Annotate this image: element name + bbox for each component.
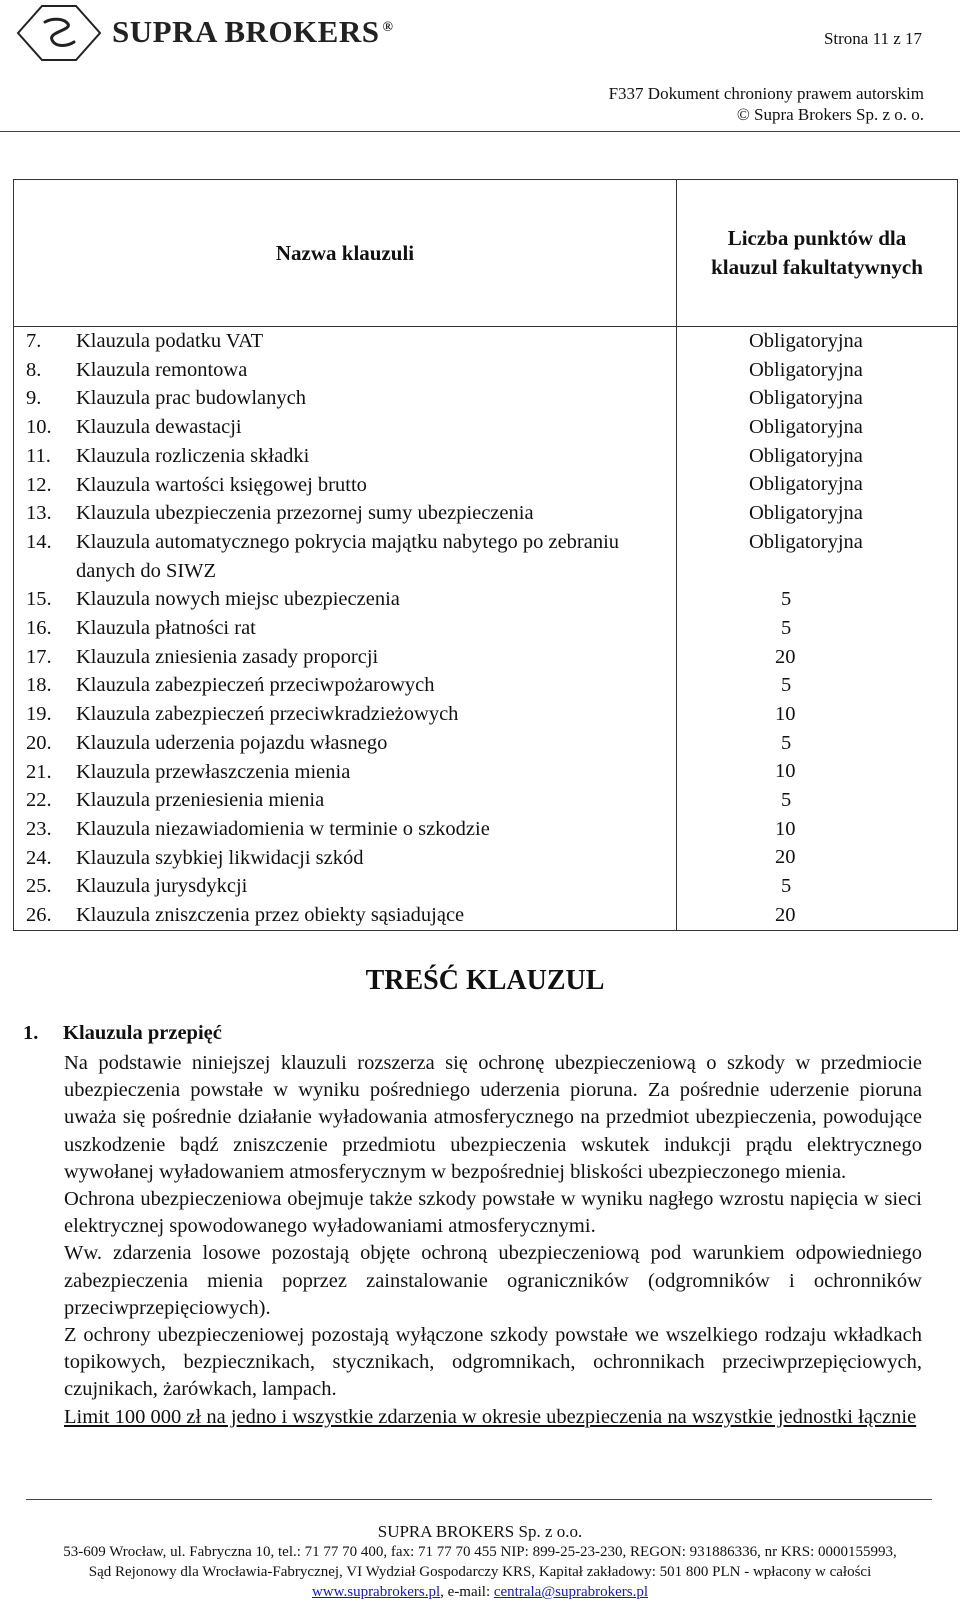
clause-names-cell — [14, 327, 677, 931]
clause-row-name: Klauzula zabezpieczeń przeciwkradzieżowych — [76, 703, 459, 726]
clause-row — [26, 729, 676, 758]
clause-row-number: 16. — [26, 617, 52, 640]
clause-row-number: 22. — [26, 789, 52, 812]
clause-body — [64, 1050, 922, 1431]
clause-row-points: Obligatoryjna — [749, 530, 863, 553]
clause-row-points: 20 — [775, 903, 796, 926]
clause-row-name: Klauzula remontowa — [76, 358, 248, 381]
clause-row-name: Klauzula podatku VAT — [76, 330, 264, 352]
column-header-points-line-2: klauzul fakultatywnych — [711, 255, 923, 279]
footer-registry: Sąd Rejonowy dla Wrocławia-Fabrycznej, VI Wydział Gospodarczy KRS, Kapitał zakładowy: 501 800 PLN - wpłacony w całości — [88, 1564, 872, 1580]
clause-row-points: 5 — [781, 789, 792, 811]
clause-row-name: Klauzula nowych miejsc ubezpieczenia — [76, 588, 400, 611]
logo-text — [112, 14, 393, 50]
clause-row-number: 18. — [26, 674, 52, 697]
limit-text: Limit 100 000 zł na jedno i wszystkie zdarzenia w okresie ubezpieczenia na wszystkie jednostki łącznie — [64, 1405, 917, 1428]
clause-row-points: Obligatoryjna — [749, 502, 863, 525]
clause-row-number: 19. — [26, 703, 52, 726]
clause-row-points: 10 — [775, 760, 796, 783]
footer-firm: SUPRA BROKERS Sp. z o.o. — [377, 1522, 583, 1541]
column-header-points-line-1: Liczba punktów dla — [727, 226, 907, 250]
clause-row-number: 17. — [26, 645, 52, 668]
clause-row-points: 5 — [781, 731, 792, 754]
clause-row-points: 10 — [775, 817, 796, 840]
section-title: TREŚĆ KLAUZUL — [365, 965, 605, 996]
clause-row-number: 24. — [26, 846, 52, 869]
clause-row — [26, 671, 676, 700]
clause-row — [26, 356, 676, 385]
table-body-row — [14, 327, 958, 931]
page-footer — [0, 1522, 960, 1602]
clause-row-points: 5 — [781, 674, 792, 697]
clause-row-name: Klauzula wartości księgowej brutto — [76, 473, 367, 496]
clause-row-name: Klauzula niezawiadomienia w terminie o szkodzie — [76, 817, 490, 840]
footer-address: 53-609 Wrocław, ul. Fabryczna 10, tel.: 71 77 70 400, fax: 71 77 70 455 NIP: 899-25-23-230, REGON: 931886336, nr KRS: 0000155993, — [63, 1544, 897, 1560]
clause-row-number: 8. — [26, 358, 42, 381]
clause-row-number: 15. — [26, 588, 52, 611]
clause-row-name: Klauzula zniesienia zasady proporcji — [76, 645, 379, 668]
row-spacer — [677, 557, 957, 586]
clause-row-number: 20. — [26, 731, 52, 754]
paragraph: Ww. zdarzenia losowe pozostają objęte ochroną ubezpieczeniową pod warunkiem odpowiedniego zabezpieczenia mienia poprzez zainstalowanie ograniczników (odgromników i ochronników przeciwprzepięciowych). — [64, 1242, 922, 1319]
clause-heading — [23, 1022, 222, 1045]
clause-row-number: 25. — [26, 875, 52, 898]
clause-row-number: 9. — [26, 387, 42, 410]
page-header — [0, 0, 960, 134]
clause-row-number: 14. — [26, 530, 52, 553]
clauses-table — [13, 179, 958, 931]
column-header-name: Nazwa klauzuli — [14, 180, 677, 327]
clause-row — [26, 786, 676, 815]
clause-row-number: 7. — [26, 330, 42, 352]
clause-row-points: 5 — [781, 875, 792, 898]
clause-row — [26, 528, 676, 585]
page-number: Strona 11 z 17 — [823, 29, 922, 48]
clause-row-points: 20 — [775, 846, 796, 869]
clause-row — [26, 614, 676, 643]
clause-row — [26, 844, 676, 873]
clause-row-number: 12. — [26, 473, 52, 496]
paragraph: Z ochrony ubezpieczeniowej pozostają wyłączone szkody powstałe we wszelkiego rodzaju wkładkach topikowych, bezpiecznikach, stycznikach, odgromnikach, ochronnikach przeciwprzepięciowych, czujnikach, żarówkach, lampach. — [64, 1324, 922, 1401]
clause-row-name: Klauzula szybkiej likwidacji szkód — [76, 846, 364, 869]
clause-row-name: Klauzula prac budowlanych — [76, 387, 306, 410]
clause-row-points: Obligatoryjna — [749, 473, 863, 496]
clause-row-number: 13. — [26, 502, 52, 525]
clause-row-name: Klauzula jurysdykcji — [76, 875, 248, 898]
clause-row-number: 23. — [26, 817, 52, 840]
clause-row-number: 26. — [26, 904, 52, 927]
clause-row — [26, 700, 676, 729]
clause-row-points: 10 — [775, 702, 796, 725]
clause-row-number: 21. — [26, 760, 52, 783]
clause-number: 1. — [23, 1022, 39, 1044]
header-divider — [0, 131, 960, 132]
footer-divider — [26, 1499, 932, 1500]
clause-row-points: Obligatoryjna — [749, 330, 863, 352]
copyright-line-2: © Supra Brokers Sp. z o. o. — [736, 105, 924, 124]
clause-row-name: Klauzula płatności rat — [76, 617, 256, 640]
clause-row — [26, 758, 676, 787]
clause-row-points: 5 — [781, 588, 792, 611]
clause-row-name: Klauzula automatycznego pokrycia majątku nabytego po zebraniu danych do SIWZ — [76, 530, 620, 582]
clause-row-name: Klauzula zabezpieczeń przeciwpożarowych — [76, 674, 435, 697]
clause-row-points: Obligatoryjna — [749, 358, 863, 381]
clause-row — [26, 901, 676, 930]
column-header-points — [677, 180, 958, 327]
clause-row-name: Klauzula ubezpieczenia przezornej sumy ubezpieczenia — [76, 502, 534, 525]
clause-title: Klauzula przepięć — [63, 1022, 222, 1044]
email-link[interactable]: centrala@suprabrokers.pl — [493, 1584, 649, 1600]
clause-row-points: Obligatoryjna — [749, 416, 863, 439]
clause-row-name: Klauzula przewłaszczenia mienia — [76, 760, 351, 783]
clause-row-points: 5 — [781, 616, 792, 639]
email-label: , e-mail: — [440, 1584, 494, 1600]
clause-row-name: Klauzula dewastacji — [76, 416, 242, 439]
supra-brokers-logo-icon — [12, 0, 106, 66]
clause-row — [26, 471, 676, 500]
table-header-row — [14, 180, 958, 327]
clause-row — [26, 815, 676, 844]
clause-points-list — [677, 327, 957, 929]
paragraph: Ochrona ubezpieczeniowa obejmuje także szkody powstałe w wyniku nagłego wzrostu napięcia w sieci elektrycznej spowodowanego wyładowaniami atmosferycznymi. — [64, 1188, 922, 1238]
clause-name-list — [26, 327, 676, 930]
clause-row — [26, 643, 676, 672]
clause-row-name: Klauzula uderzenia pojazdu własnego — [76, 731, 388, 754]
clause-row — [26, 327, 676, 356]
registered-mark: ® — [382, 19, 394, 35]
clause-row-number: 10. — [26, 416, 52, 439]
clause-row — [26, 413, 676, 442]
clause-points-cell — [677, 327, 958, 931]
clause-row-points: Obligatoryjna — [749, 387, 863, 410]
website-link[interactable]: www.suprabrokers.pl — [311, 1584, 441, 1600]
paragraph: Na podstawie niniejszej klauzuli rozszerza się ochronę ubezpieczeniową o szkody w przedmiocie ubezpieczenia powstałe w wyniku pośredniego uderzenia pioruna. Za pośrednie uderzenie pioruna uważa się pośrednie działanie wyładowania atmosferycznego na przedmiot ubezpieczenia, powodujące uszkodzenie bądź zniszczenie przedmiotu ubezpieczenia wskutek indukcji prądu elektrycznego wywołanej wyładowaniem atmosferycznym w bezpośredniej bliskości ubezpieczonego mienia. — [64, 1052, 922, 1183]
clause-row — [26, 384, 676, 413]
clause-row-name: Klauzula rozliczenia składki — [76, 444, 310, 467]
clause-row — [26, 442, 676, 471]
clause-row-name: Klauzula zniszczenia przez obiekty sąsiadujące — [76, 904, 465, 927]
copyright-line-1: F337 Dokument chroniony prawem autorskim — [608, 84, 924, 103]
clause-row — [26, 499, 676, 528]
logo-name: SUPRA BROKERS — [112, 14, 380, 49]
clause-row-number: 11. — [26, 444, 51, 467]
clause-row-name: Klauzula przeniesienia mienia — [76, 789, 325, 812]
clause-row — [26, 872, 676, 901]
clause-row-points: 20 — [775, 645, 796, 668]
footer-contact — [0, 1582, 960, 1602]
clause-row — [26, 585, 676, 614]
clause-row-points: Obligatoryjna — [749, 444, 863, 467]
